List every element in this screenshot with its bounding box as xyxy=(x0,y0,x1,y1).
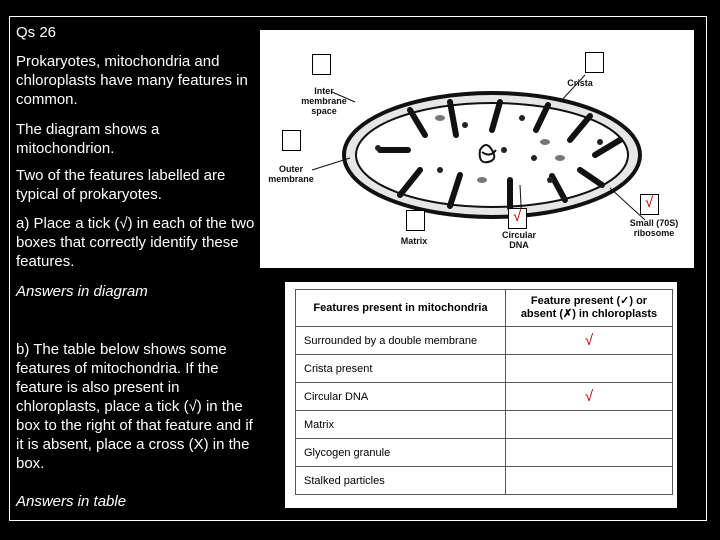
crista-box[interactable] xyxy=(585,52,604,73)
table-row xyxy=(296,411,673,439)
mark-cell[interactable] xyxy=(506,467,673,495)
inter-membrane-label: Inter membrane space xyxy=(301,86,347,116)
table-row xyxy=(296,439,673,467)
features-table-panel xyxy=(285,282,677,508)
table-row xyxy=(296,383,673,411)
feature-cell: Glycogen granule xyxy=(296,439,506,467)
table-row xyxy=(296,467,673,495)
answers-table-note: Answers in table xyxy=(16,493,127,510)
mark-cell[interactable] xyxy=(506,355,673,383)
part-b-text: b) The table below shows some features of mitochondria. If the feature is also present in chloroplasts, place a tick (√) in the box to the right of that feature and if it is absent, place a cross (X) in the box. xyxy=(16,341,253,472)
mark-cell[interactable]: √ xyxy=(506,327,673,355)
features-table xyxy=(295,289,673,495)
mark-cell[interactable] xyxy=(506,439,673,467)
circular-dna-label: Circular DNA xyxy=(501,230,536,250)
header-features: Features present in mitochondria xyxy=(296,290,506,327)
feature-cell: Surrounded by a double membrane xyxy=(296,327,506,355)
inter-membrane-box[interactable] xyxy=(312,54,331,75)
page-number: 12 xyxy=(663,507,676,519)
feature-cell: Crista present xyxy=(296,355,506,383)
intro-text: Prokaryotes, mitochondria and chloroplasts have many features in common. xyxy=(16,53,248,108)
mitochondrion-diagram xyxy=(260,30,694,268)
table-row xyxy=(296,355,673,383)
mark-cell[interactable] xyxy=(506,411,673,439)
crista-label: Crista xyxy=(567,78,593,88)
header-chloroplasts: Feature present (✓) or absent (✗) in chloroplasts xyxy=(506,290,673,327)
outer-membrane-box[interactable] xyxy=(282,130,301,151)
matrix-box[interactable] xyxy=(406,210,425,231)
ribosome-tick: √ xyxy=(645,194,654,211)
table-row xyxy=(296,327,673,355)
feature-cell: Stalked particles xyxy=(296,467,506,495)
circular-dna-tick: √ xyxy=(513,208,522,225)
part-a-text: a) Place a tick (√) in each of the two boxes that correctly identify these features. xyxy=(16,215,255,270)
question-number: Qs 26 xyxy=(16,24,57,41)
feature-cell: Circular DNA xyxy=(296,383,506,411)
feature-cell: Matrix xyxy=(296,411,506,439)
diagram-description: The diagram shows a mitochondrion. xyxy=(16,121,160,157)
features-text: Two of the features labelled are typical of prokaryotes. xyxy=(16,167,226,203)
matrix-label: Matrix xyxy=(400,236,428,246)
ribosome-label: Small (70S) ribosome xyxy=(629,218,679,238)
mark-cell[interactable]: √ xyxy=(506,383,673,411)
outer-membrane-label: Outer membrane xyxy=(268,164,314,184)
answers-diagram-note: Answers in diagram xyxy=(16,283,148,300)
